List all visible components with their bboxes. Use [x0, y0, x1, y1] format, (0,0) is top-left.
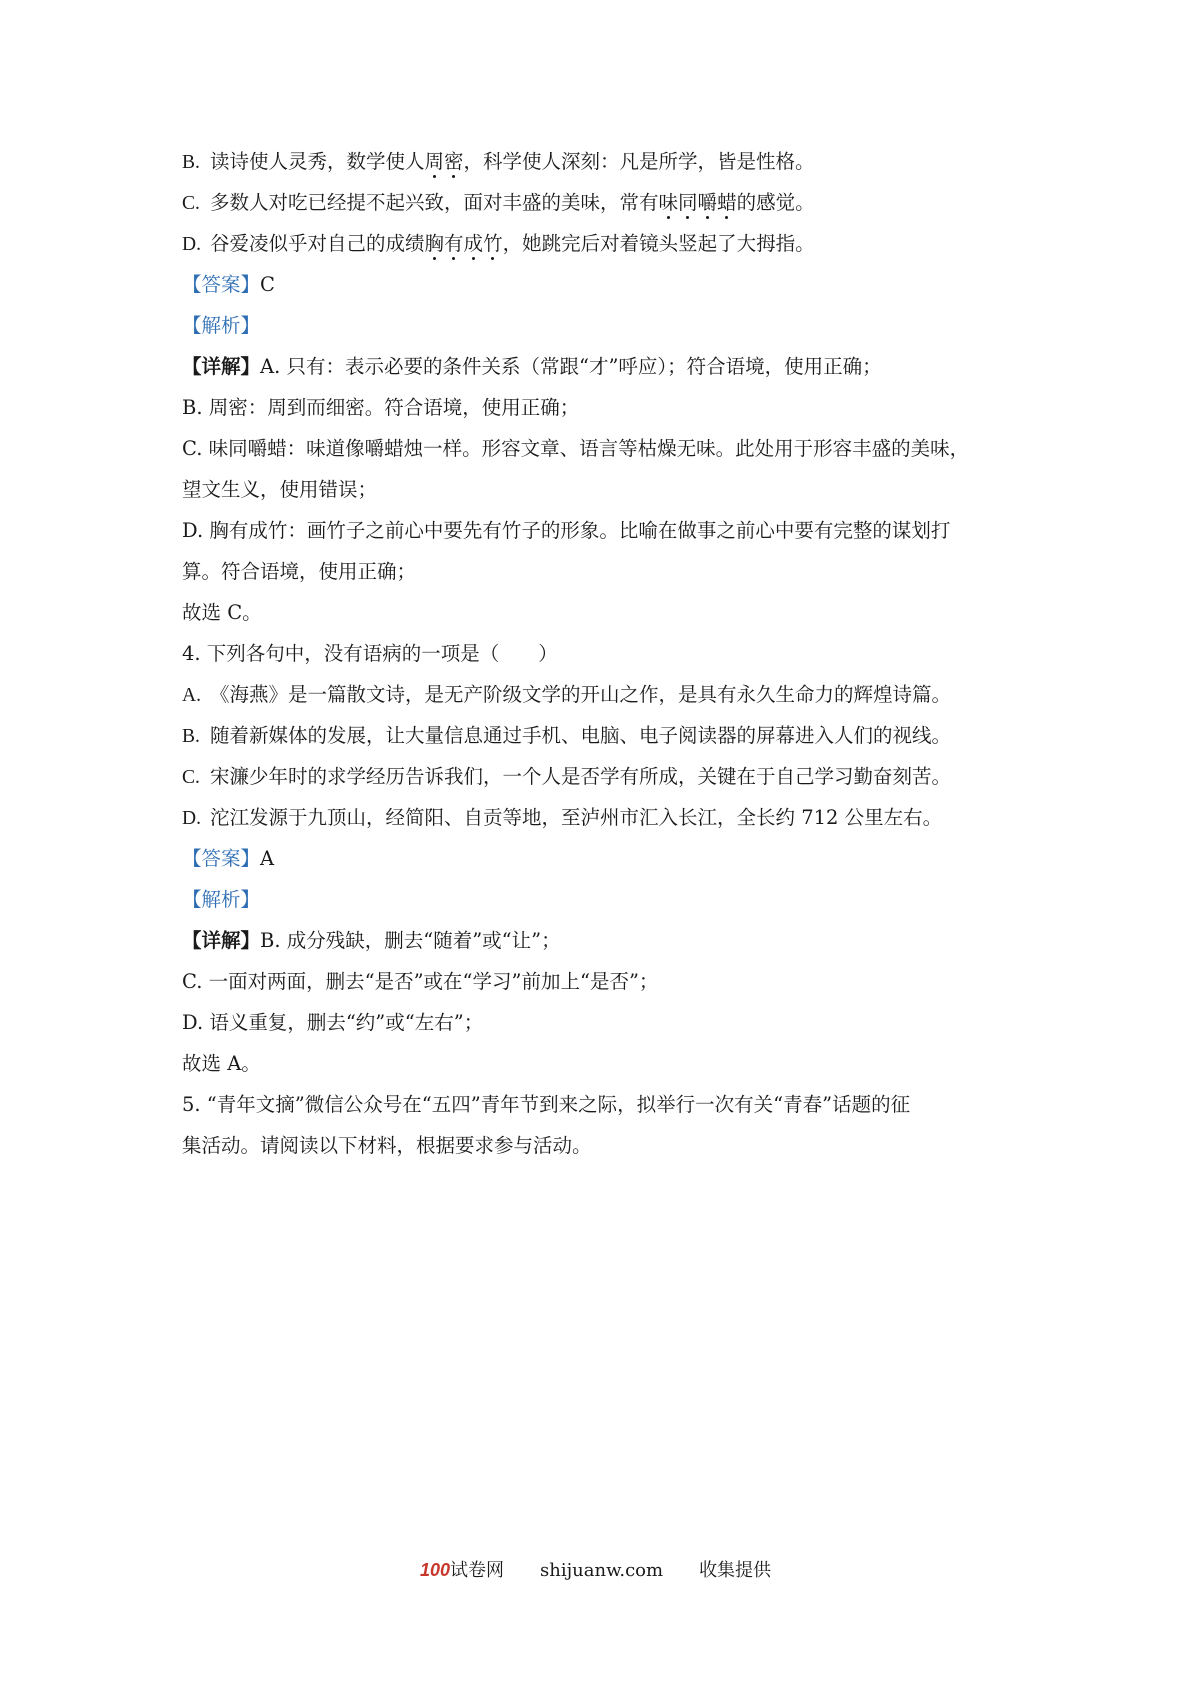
answer-value: C [260, 273, 275, 296]
detail-line [182, 1043, 1022, 1084]
q4-detail [182, 920, 1022, 1084]
detail-line [182, 428, 1022, 469]
emphasized-char: 嚼 [697, 191, 718, 214]
detail-tag: 【详解】 [182, 355, 261, 378]
q4-stem: 4. 下列各句中，没有语病的一项是（ ） [182, 642, 558, 665]
emphasized-char: 周 [424, 150, 445, 173]
detail-text: A. 只有：表示必要的条件关系（常跟“才”呼应）；符合语境，使用正确； [260, 355, 882, 378]
option-label: B. [182, 726, 200, 747]
emphasized-char: 蜡 [717, 191, 737, 214]
detail-line [182, 510, 1022, 551]
detail-text: B. 成分残缺，删去“随着”或“让”； [260, 929, 561, 952]
emphasized-char: 味 [658, 191, 679, 214]
option-label: D. [182, 234, 201, 255]
detail-line [182, 1002, 1022, 1043]
answer-tag: 【答案】 [182, 273, 261, 296]
answer-value: A [260, 847, 275, 870]
analysis-tag: 【解析】 [182, 888, 261, 911]
option-label: C. [182, 193, 200, 214]
q3-options [182, 141, 1022, 264]
option-text: 读诗使人灵秀，数学使人 [210, 150, 425, 173]
emphasized-char: 同 [678, 191, 698, 214]
q3-detail [182, 346, 1022, 633]
option-line [182, 141, 1022, 182]
option-text: 随着新媒体的发展，让大量信息通过手机、电脑、电子阅读器的屏幕进入人们的视线。 [210, 724, 952, 747]
detail-tag: 【详解】 [182, 929, 261, 952]
q4-options [182, 674, 1022, 838]
detail-line [182, 920, 1022, 961]
detail-line [182, 469, 1022, 510]
site-logo-number: 100 [419, 1560, 450, 1580]
detail-text: C. 味同嚼蜡：味道像嚼蜡烛一样。形容文章、语言等枯燥无味。此处用于形容丰盛的美味， [182, 437, 970, 460]
option-text: ，她跳完后对着镜头竖起了大拇指。 [502, 232, 815, 255]
option-line [182, 674, 1022, 715]
detail-text: 望文生义，使用错误； [182, 478, 378, 501]
q4-answer [182, 838, 1022, 879]
option-label: A. [182, 685, 201, 706]
option-line [182, 182, 1022, 223]
analysis-tag: 【解析】 [182, 314, 261, 337]
detail-text: D. 语义重复，删去“约”或“左右”； [182, 1011, 484, 1034]
option-line [182, 223, 1022, 264]
detail-text: 算。符合语境，使用正确； [182, 560, 417, 583]
detail-line [182, 387, 1022, 428]
footer-note: 收集提供 [699, 1560, 772, 1581]
option-label: B. [182, 152, 200, 173]
q3-answer [182, 264, 1022, 305]
emphasized-char: 竹 [483, 232, 503, 255]
page-content [182, 141, 1022, 1166]
emphasized-char: 密 [444, 150, 464, 173]
emphasized-char: 有 [444, 232, 464, 255]
option-text: 《海燕》是一篇散文诗，是无产阶级文学的开山之作，是具有永久生命力的辉煌诗篇。 [210, 683, 952, 706]
site-domain: shijuanw.com [539, 1560, 664, 1581]
q5-stem-line-1: 5. “青年文摘”微信公众号在“五四”青年节到来之际，拟举行一次有关“青春”话题的征 [182, 1093, 911, 1116]
q3-analysis-heading [182, 305, 1022, 346]
option-text: 宋濂少年时的求学经历告诉我们，一个人是否学有所成，关键在于自己学习勤奋刻苦。 [210, 765, 952, 788]
option-text: 多数人对吃已经提不起兴致，面对丰盛的美味，常有 [210, 191, 659, 214]
detail-text: D. 胸有成竹：画竹子之前心中要先有竹子的形象。比喻在做事之前心中要有完整的谋划打 [182, 519, 951, 542]
detail-line [182, 346, 1022, 387]
option-text: 沱江发源于九顶山，经简阳、自贡等地，至泸州市汇入长江，全长约 712 公里左右。 [210, 806, 943, 829]
option-line [182, 715, 1022, 756]
detail-text: 故选 A。 [182, 1052, 261, 1075]
detail-line [182, 592, 1022, 633]
q4-analysis-heading [182, 879, 1022, 920]
q5-stem-line-2: 集活动。请阅读以下材料，根据要求参与活动。 [182, 1134, 592, 1157]
option-text: 谷爱凌似乎对自己的成绩 [210, 232, 425, 255]
detail-line [182, 961, 1022, 1002]
emphasized-char: 胸 [424, 232, 445, 255]
answer-tag: 【答案】 [182, 847, 261, 870]
detail-text: B. 周密：周到而细密。符合语境，使用正确； [182, 396, 580, 419]
option-line [182, 797, 1022, 838]
site-logo-text: 试卷网 [449, 1560, 504, 1581]
page-footer [0, 1556, 1191, 1582]
detail-text: C. 一面对两面，删去“是否”或在“学习”前加上“是否”； [182, 970, 659, 993]
emphasized-char: 成 [463, 232, 484, 255]
option-line [182, 756, 1022, 797]
option-text: 的感觉。 [736, 191, 815, 214]
option-text: ，科学使人深刻：凡是所学，皆是性格。 [463, 150, 815, 173]
detail-line [182, 551, 1022, 592]
option-label: D. [182, 808, 201, 829]
option-label: C. [182, 767, 200, 788]
detail-text: 故选 C。 [182, 601, 262, 624]
